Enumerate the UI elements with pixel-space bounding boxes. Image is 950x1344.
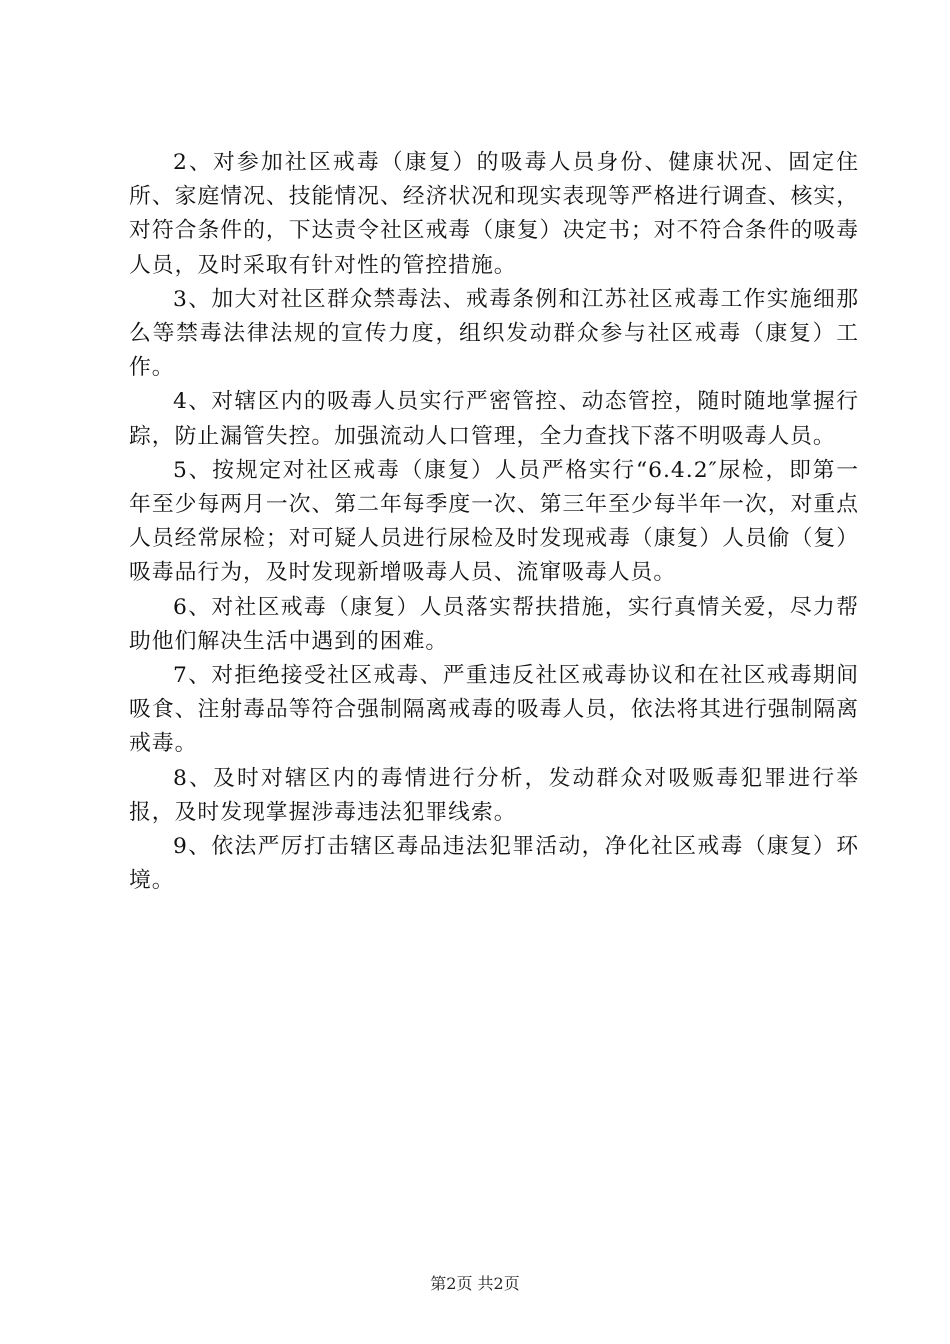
paragraph-item-8: 8、及时对辖区内的毒情进行分析，发动群众对吸贩毒犯罪进行举报，及时发现掌握涉毒违法犯罪线索。 (129, 765, 859, 825)
paragraph-item-9: 9、依法严厉打击辖区毒品违法犯罪活动，净化社区戒毒（康复）环境。 (129, 834, 859, 894)
paragraph-item-5: 5、按规定对社区戒毒（康复）人员严格实行“6.4.2″尿检，即第一年至少每两月一次、第二年每季度一次、第三年至少每半年一次，对重点人员经常尿检；对可疑人员进行尿检及时发现戒毒（康复）人员偷（复）吸毒品行为，及时发现新增吸毒人员、流窜吸毒人员。 (129, 457, 859, 586)
page-number-footer: 第2页 共2页 (430, 1274, 520, 1293)
paragraph-item-6: 6、对社区戒毒（康复）人员落实帮扶措施，实行真情关爱，尽力帮助他们解决生活中遇到的困难。 (129, 594, 859, 654)
paragraph-item-4: 4、对辖区内的吸毒人员实行严密管控、动态管控，随时随地掌握行踪，防止漏管失控。加强流动人口管理，全力查找下落不明吸毒人员。 (129, 389, 859, 449)
paragraph-item-3: 3、加大对社区群众禁毒法、戒毒条例和江苏社区戒毒工作实施细那么等禁毒法律法规的宣传力度，组织发动群众参与社区戒毒（康复）工作。 (129, 286, 859, 381)
document-body (129, 146, 859, 898)
paragraph-item-2: 2、对参加社区戒毒（康复）的吸毒人员身份、健康状况、固定住所、家庭情况、技能情况、经济状况和现实表现等严格进行调查、核实，对符合条件的，下达责令社区戒毒（康复）决定书；对不符合条件的吸毒人员，及时采取有针对性的管控措施。 (129, 150, 859, 278)
paragraph-item-7: 7、对拒绝接受社区戒毒、严重违反社区戒毒协议和在社区戒毒期间吸食、注射毒品等符合强制隔离戒毒的吸毒人员，依法将其进行强制隔离戒毒。 (129, 663, 859, 757)
